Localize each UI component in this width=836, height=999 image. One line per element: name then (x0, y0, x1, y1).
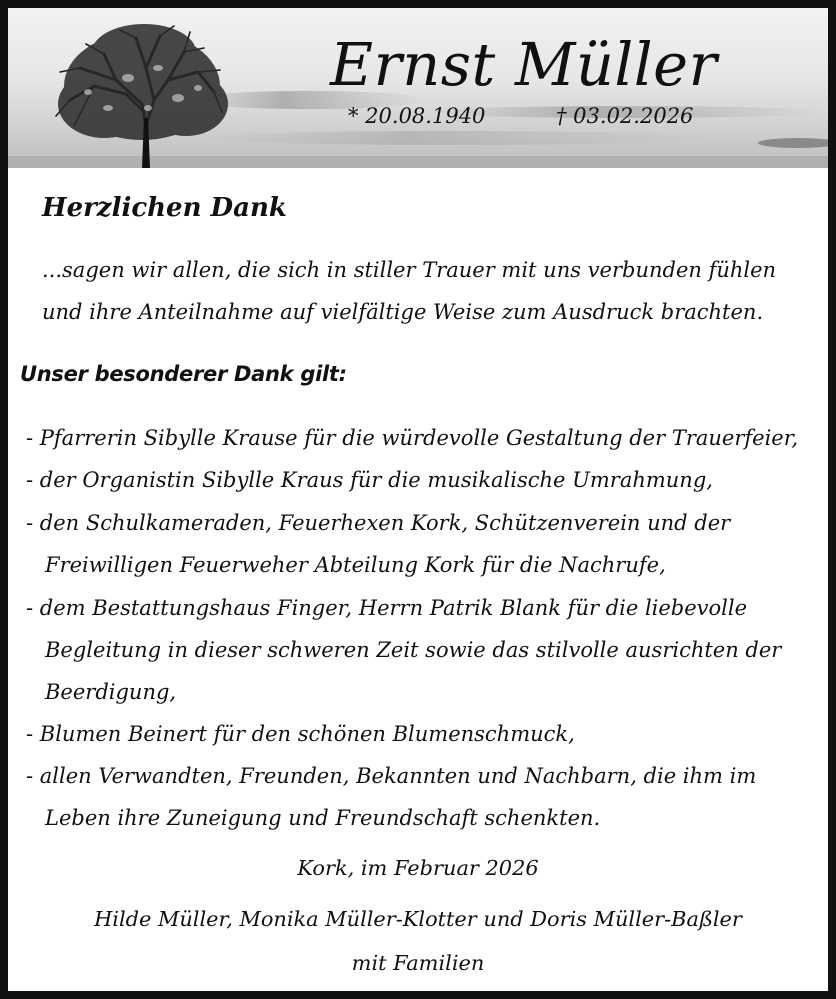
thanks-line: - allen Verwandten, Freunden, Bekannten und Nachbarn, die ihm im (26, 764, 757, 788)
signature-names: Hilde Müller, Monika Müller-Klotter und Doris Müller-Baßler (94, 907, 742, 931)
thanks-line: Leben ihre Zuneigung und Freundschaft schenkten. (45, 806, 601, 830)
birth-date: * 20.08.1940 (348, 104, 486, 128)
heading: Herzlichen Dank (42, 193, 287, 223)
header-banner (8, 8, 828, 168)
intro-line: und ihre Anteilnahme auf vielfältige Weise zum Ausdruck brachten. (42, 300, 764, 324)
thanks-line: - der Organistin Sibylle Kraus für die musikalische Umrahmung, (26, 468, 713, 492)
deceased-name: Ernst Müller (330, 30, 718, 99)
thanks-line: - den Schulkameraden, Feuerhexen Kork, Schützenverein und der (26, 511, 731, 535)
thanks-line: Freiwilligen Feuerweher Abteilung Kork für die Nachrufe, (45, 553, 666, 577)
intro-line: ...sagen wir allen, die sich in stiller Trauer mit uns verbunden fühlen (42, 258, 777, 282)
subheading: Unser besonderer Dank gilt: (20, 362, 347, 386)
thanks-line: - Blumen Beinert für den schönen Blumenschmuck, (26, 722, 575, 746)
thanks-line: Begleitung in dieser schweren Zeit sowie das stilvolle ausrichten der (45, 638, 782, 662)
thanks-line: Beerdigung, (45, 680, 177, 704)
place-date: Kork, im Februar 2026 (297, 856, 539, 880)
tree-foliage (58, 24, 228, 140)
thanks-line: - Pfarrerin Sibylle Krause für die würdevolle Gestaltung der Trauerfeier, (26, 426, 799, 450)
death-date: † 03.02.2026 (556, 104, 694, 128)
signature-suffix: mit Familien (351, 951, 485, 975)
thanks-line: - dem Bestattungshaus Finger, Herrn Patrik Blank für die liebevolle (26, 596, 748, 620)
